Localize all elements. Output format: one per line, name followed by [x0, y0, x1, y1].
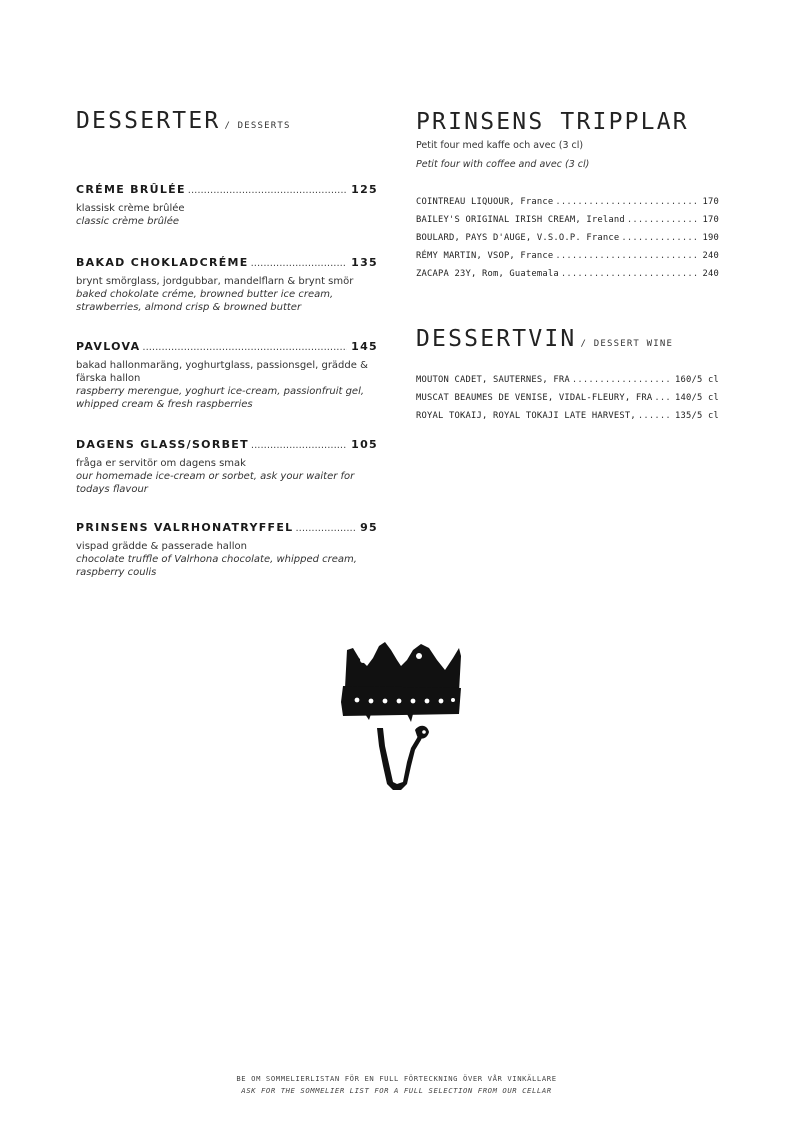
dish-name: BAKAD CHOKLADCRÉME	[76, 256, 249, 269]
dish-description-sv: bakad hallonmaräng, yoghurtglass, passionsgel, grädde & färska hallon	[76, 360, 368, 384]
tripplar-heading	[416, 109, 689, 135]
dish-description-en: our homemade ice-cream or sorbet, ask your waiter for todays flavour	[76, 471, 355, 495]
wine-name: ROYAL TOKAIJ, ROYAL TOKAJI LATE HARVEST,	[416, 411, 636, 421]
desserts-heading	[76, 108, 291, 134]
wine-name: MUSCAT BEAUMES DE VENISE, VIDAL-FLEURY, FRA	[416, 393, 653, 403]
drink-name: RÉMY MARTIN, VSOP, France	[416, 251, 554, 261]
dish-price: 95	[360, 521, 378, 534]
desserts-subtitle: / DESSERTS	[224, 121, 291, 131]
wine-price: 135/5 cl	[675, 411, 719, 421]
dish-description-sv: klassisk crème brûlée	[76, 203, 185, 214]
drink-price: 240	[702, 269, 719, 279]
drink-name: COINTREAU LIQUOUR, France	[416, 197, 554, 207]
drink-row	[416, 247, 719, 265]
footer-line-sv: BE OM SOMMELIERLISTAN FÖR EN FULL FÖRTECKNING ÖVER VÅR VINKÄLLARE	[236, 1074, 557, 1083]
dot-leader	[561, 265, 698, 283]
dish-name: DAGENS GLASS/SORBET	[76, 438, 249, 451]
drink-price: 170	[702, 197, 719, 207]
dish-description-en: baked chokolate créme, browned butter ice cream, strawberries, almond crisp & browned butter	[76, 289, 334, 313]
dish-description-en: classic crème brûlée	[76, 216, 179, 227]
dish-creme-brulee	[76, 183, 378, 228]
footer-line-en: ASK FOR THE SOMMELIER LIST FOR A FULL SELECTION FROM OUR CELLAR	[241, 1086, 552, 1095]
dot-leader	[572, 371, 670, 389]
dot-leader	[555, 247, 697, 265]
dish-description-sv: vispad grädde & passerade hallon	[76, 541, 247, 552]
drink-row	[416, 211, 719, 229]
tripplar-intro-en: Petit four with coffee and avec (3 cl)	[416, 159, 590, 170]
drink-row	[416, 193, 719, 211]
dish-price: 145	[351, 340, 378, 353]
desserts-title: DESSERTER	[76, 108, 221, 134]
dessertvin-subtitle: / DESSERT WINE	[580, 339, 674, 349]
dish-price: 105	[351, 438, 378, 451]
dot-leader	[251, 257, 348, 271]
dish-description-sv: fråga er servitör om dagens smak	[76, 458, 246, 469]
dish-bakad-chokladcreme	[76, 256, 378, 314]
dish-price: 125	[351, 183, 378, 196]
wine-row	[416, 371, 719, 389]
dish-description-en: raspberry merengue, yoghurt ice-cream, passionfruit gel, whipped cream & fresh raspberries	[76, 386, 365, 410]
tripplar-intro-sv: Petit four med kaffe och avec (3 cl)	[416, 140, 584, 151]
dish-pavlova	[76, 340, 378, 411]
dish-name: PAVLOVA	[76, 340, 141, 353]
dessertvin-title: DESSERTVIN	[416, 326, 577, 352]
dot-leader	[251, 439, 347, 453]
dot-leader	[638, 407, 670, 425]
wine-row	[416, 407, 719, 425]
dot-leader	[627, 211, 698, 229]
dot-leader	[188, 184, 347, 198]
dessertvin-list	[416, 371, 719, 425]
wine-price: 160/5 cl	[675, 375, 719, 385]
dish-valrhonatryffel	[76, 521, 378, 579]
drink-price: 240	[702, 251, 719, 261]
tripplar-list	[416, 193, 719, 283]
dessertvin-heading	[416, 326, 673, 352]
dot-leader	[654, 389, 670, 407]
dish-name: CRÉME BRÛLÉE	[76, 183, 186, 196]
wine-price: 140/5 cl	[675, 393, 719, 403]
dish-description-sv: brynt smörglass, jordgubbar, mandelflarn & brynt smör	[76, 276, 354, 287]
dot-leader	[555, 193, 697, 211]
dish-price: 135	[351, 256, 378, 269]
dish-dagens-glass	[76, 438, 378, 496]
drink-row	[416, 265, 719, 283]
wine-name: MOUTON CADET, SAUTERNES, FRA	[416, 375, 570, 385]
drink-price: 170	[702, 215, 719, 225]
drink-name: BOULARD, PAYS D'AUGE, V.S.O.P. France	[416, 233, 620, 243]
dish-name: PRINSENS VALRHONATRYFFEL	[76, 521, 294, 534]
drink-row	[416, 229, 719, 247]
crown-logo-icon	[337, 636, 463, 792]
drink-name: ZACAPA 23Y, Rom, Guatemala	[416, 269, 559, 279]
dot-leader	[142, 341, 347, 355]
dot-leader	[296, 522, 357, 536]
drink-price: 190	[702, 233, 719, 243]
dish-description-en: chocolate truffle of Valrhona chocolate, whipped cream, raspberry coulis	[76, 554, 357, 578]
tripplar-title: PRINSENS TRIPPLAR	[416, 109, 689, 135]
drink-name: BAILEY'S ORIGINAL IRISH CREAM, Ireland	[416, 215, 625, 225]
wine-row	[416, 389, 719, 407]
dot-leader	[621, 229, 697, 247]
